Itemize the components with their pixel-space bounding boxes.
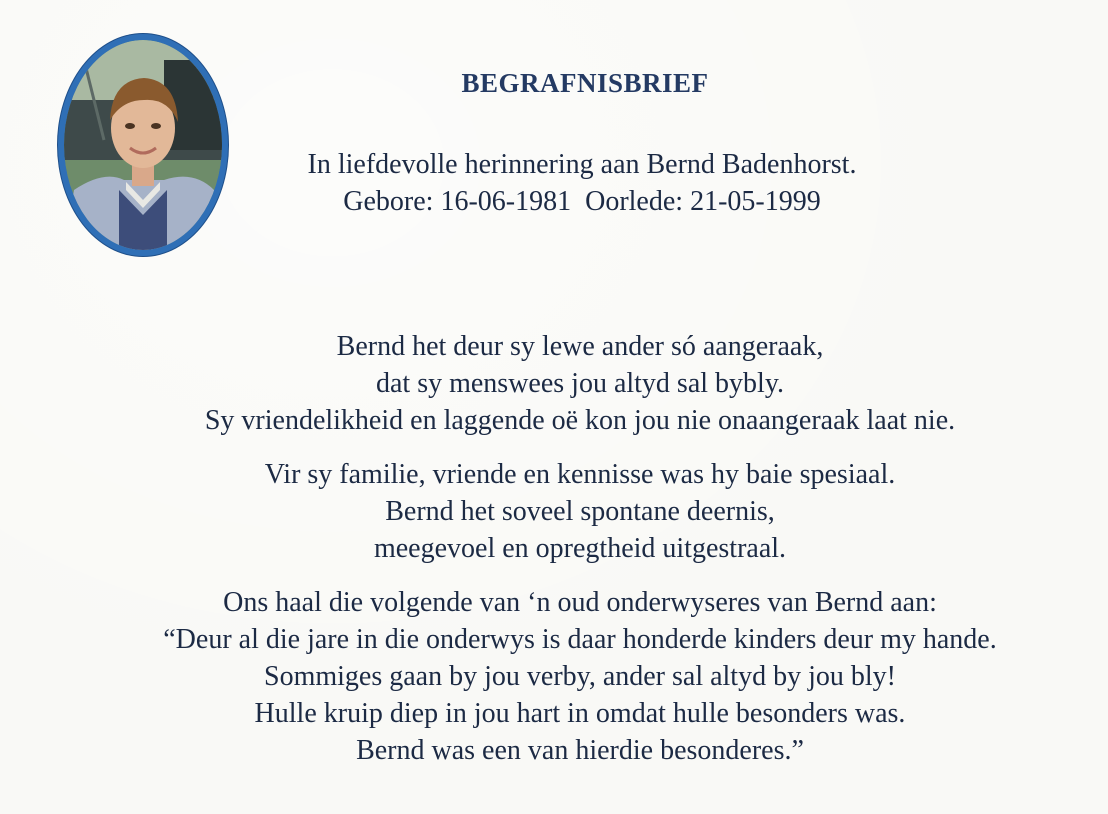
poem-line: Sommiges gaan by jou verby, ander sal altyd by jou bly!: [264, 661, 896, 692]
dates-line: Gebore: 16-06-1981 Oorlede: 21-05-1999: [343, 186, 821, 217]
letter-title: BEGRAFNISBRIEF: [461, 68, 709, 98]
poem-stanza-3: [60, 584, 1100, 769]
portrait-photo: [64, 40, 222, 250]
portrait-photo-frame: [58, 34, 228, 256]
poem-line: meegevoel en opregtheid uitgestraal.: [373, 533, 787, 564]
poem-line: “Deur al die jare in die onderwys is daar honderde kinders deur my hande.: [163, 624, 997, 655]
poem-line: Hulle kruip diep in jou hart in omdat hulle besonders was.: [254, 698, 906, 729]
poem-line: Bernd was een van hierdie besonderes.”: [356, 735, 804, 766]
poem-stanza-2: [60, 456, 1100, 567]
poem-body: [60, 328, 1100, 786]
poem-line: Ons haal die volgende van ‘n oud onderwyseres van Bernd aan:: [223, 587, 937, 618]
memorial-header: [232, 146, 932, 220]
poem-line: Sy vriendelikheid en laggende oë kon jou nie onaangeraak laat nie.: [204, 405, 956, 436]
poem-line: Bernd het soveel spontane deernis,: [385, 496, 775, 527]
poem-line: Bernd het deur sy lewe ander só aangeraak,: [336, 331, 824, 362]
memorial-line: In liefdevolle herinnering aan Bernd Badenhorst.: [307, 149, 857, 180]
poem-stanza-1: [60, 328, 1100, 439]
poem-line: dat sy menswees jou altyd sal bybly.: [375, 368, 784, 399]
poem-line: Vir sy familie, vriende en kennisse was hy baie spesiaal.: [264, 459, 896, 490]
